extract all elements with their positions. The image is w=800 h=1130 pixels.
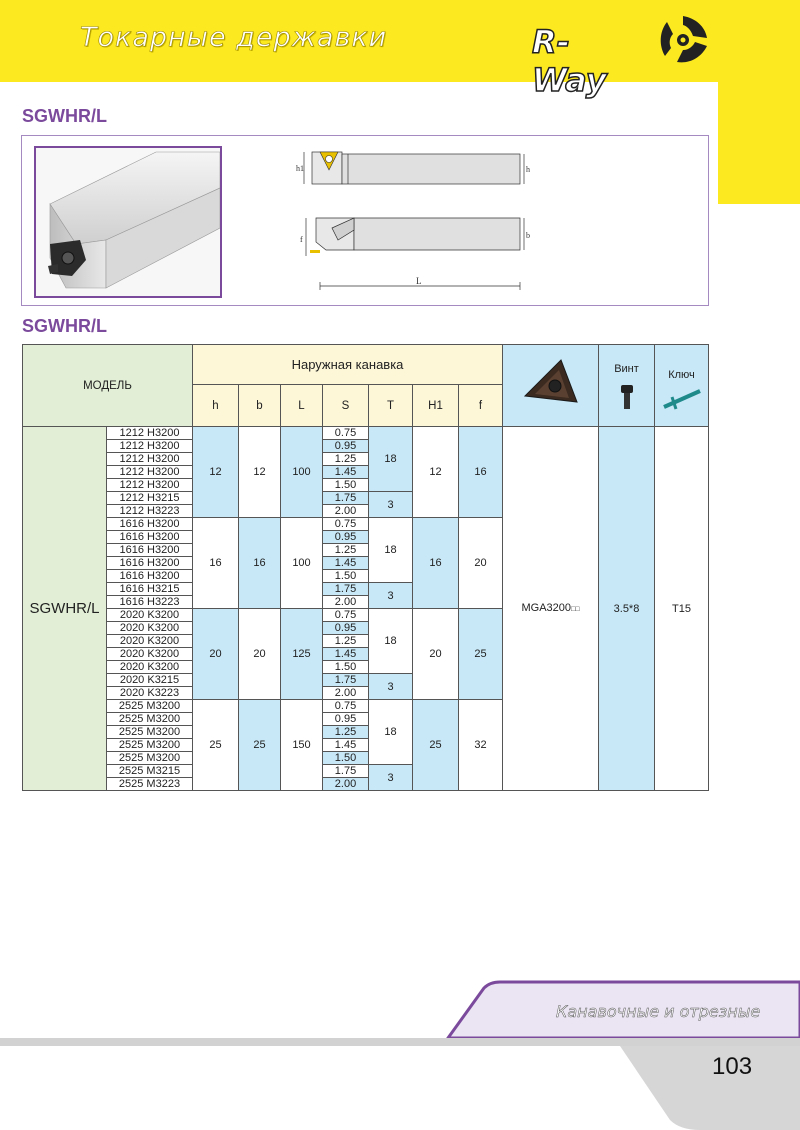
cell-S: 0.75 (323, 700, 369, 713)
cell-S: 0.75 (323, 427, 369, 440)
cell-S: 1.45 (323, 557, 369, 570)
model-code: 1616 H3200 (107, 518, 193, 531)
tool-holder-image (36, 148, 220, 296)
figure-box (21, 135, 709, 306)
cell-H1: 25 (413, 700, 459, 791)
cell-f: 20 (459, 518, 503, 609)
model-code: 2020 K3200 (107, 635, 193, 648)
cell-S: 1.75 (323, 674, 369, 687)
model-code: 1616 H3215 (107, 583, 193, 596)
cell-S: 0.75 (323, 518, 369, 531)
cell-h: 20 (193, 609, 239, 700)
cell-S: 0.95 (323, 440, 369, 453)
cell-L: 100 (281, 518, 323, 609)
cell-T: 3 (369, 674, 413, 700)
screw-header: Винт (614, 363, 639, 375)
screw-value: 3.5*8 (599, 427, 655, 791)
model-code: 1212 H3200 (107, 440, 193, 453)
footer-category: Канавочные и отрезные (556, 1002, 761, 1021)
model-code: 2525 M3200 (107, 700, 193, 713)
cell-S: 2.00 (323, 505, 369, 518)
cell-f: 32 (459, 700, 503, 791)
cell-b: 20 (239, 609, 281, 700)
cell-S: 1.25 (323, 453, 369, 466)
dim-label-L: L (416, 276, 422, 286)
cell-H1: 16 (413, 518, 459, 609)
model-code: 1616 H3200 (107, 570, 193, 583)
screw-header-cell (599, 345, 655, 427)
insert-icon (511, 352, 591, 416)
model-code: 1212 H3200 (107, 479, 193, 492)
cell-T: 18 (369, 427, 413, 492)
model-code: 1212 H3200 (107, 466, 193, 479)
key-value: T15 (655, 427, 709, 791)
model-code: 2020 K3200 (107, 609, 193, 622)
screw-icon (617, 383, 637, 413)
spec-table (22, 344, 709, 791)
model-code: 2525 M3200 (107, 713, 193, 726)
model-code: 2525 M3223 (107, 778, 193, 791)
key-icon (660, 385, 704, 411)
cell-S: 0.75 (323, 609, 369, 622)
dim-label-h: h (526, 165, 530, 174)
cell-L: 150 (281, 700, 323, 791)
cell-b: 12 (239, 427, 281, 518)
cell-H1: 20 (413, 609, 459, 700)
model-code: 2020 K3200 (107, 661, 193, 674)
model-code: 2020 K3223 (107, 687, 193, 700)
cell-H1: 12 (413, 427, 459, 518)
col-header-H1: H1 (413, 385, 459, 427)
model-code: 2525 M3200 (107, 752, 193, 765)
model-code: 1212 H3200 (107, 453, 193, 466)
cell-b: 25 (239, 700, 281, 791)
cell-S: 2.00 (323, 778, 369, 791)
cell-S: 0.95 (323, 713, 369, 726)
model-code: 1616 H3200 (107, 544, 193, 557)
cell-S: 1.50 (323, 752, 369, 765)
technical-drawing (292, 146, 532, 301)
model-code: 1212 H3223 (107, 505, 193, 518)
dim-label-b: b (526, 231, 530, 240)
insert-suffix: □□ (571, 605, 580, 613)
page-number: 103 (712, 1053, 753, 1080)
cell-S: 1.75 (323, 492, 369, 505)
cell-S: 1.50 (323, 570, 369, 583)
cell-T: 18 (369, 609, 413, 674)
cell-h: 16 (193, 518, 239, 609)
cell-T: 3 (369, 765, 413, 791)
cell-S: 1.50 (323, 479, 369, 492)
cell-S: 1.45 (323, 466, 369, 479)
cell-S: 1.50 (323, 661, 369, 674)
logo-text: R-Way (532, 23, 607, 99)
cell-L: 100 (281, 427, 323, 518)
insert-code: MGA3200 (521, 601, 572, 614)
cell-f: 25 (459, 609, 503, 700)
model-code: 1212 H3215 (107, 492, 193, 505)
cell-S: 2.00 (323, 596, 369, 609)
section-title-drawing: SGWHR/L (22, 106, 107, 126)
key-header-cell (655, 345, 709, 427)
model-code: 2020 K3200 (107, 648, 193, 661)
cell-b: 16 (239, 518, 281, 609)
model-code: 1616 H3200 (107, 557, 193, 570)
section-title-table: SGWHR/L (22, 316, 107, 336)
cell-T: 18 (369, 518, 413, 583)
model-code: 2525 M3215 (107, 765, 193, 778)
model-name: SGWHR/L (23, 427, 107, 791)
logo-triskelion-icon (655, 12, 711, 68)
col-header-f: f (459, 385, 503, 427)
cell-S: 0.95 (323, 531, 369, 544)
cell-T: 3 (369, 492, 413, 518)
cell-S: 1.75 (323, 765, 369, 778)
external-groove-header: Наружная канавка (193, 345, 503, 385)
col-header-b: b (239, 385, 281, 427)
cell-L: 125 (281, 609, 323, 700)
cell-S: 1.25 (323, 726, 369, 739)
cell-S: 2.00 (323, 687, 369, 700)
col-header-h: h (193, 385, 239, 427)
cell-h: 12 (193, 427, 239, 518)
key-header: Ключ (668, 369, 695, 381)
model-code: 2020 K3215 (107, 674, 193, 687)
cell-T: 18 (369, 700, 413, 765)
cell-S: 1.45 (323, 739, 369, 752)
cell-S: 1.45 (323, 648, 369, 661)
cell-S: 0.95 (323, 622, 369, 635)
dim-label-f: f (300, 235, 303, 244)
insert-image-cell (503, 345, 599, 427)
model-code: 2525 M3200 (107, 739, 193, 752)
header-title: Токарные державки (80, 22, 388, 53)
cell-T: 3 (369, 583, 413, 609)
model-header: МОДЕЛЬ (23, 345, 193, 427)
cell-f: 16 (459, 427, 503, 518)
model-code: 1212 H3200 (107, 427, 193, 440)
dim-label-h1: h1 (296, 164, 304, 173)
col-header-T: T (369, 385, 413, 427)
model-code: 2020 K3200 (107, 622, 193, 635)
header-side-block (718, 82, 800, 204)
model-code: 1616 H3223 (107, 596, 193, 609)
col-header-S: S (323, 385, 369, 427)
insert-cell (503, 427, 599, 791)
cell-h: 25 (193, 700, 239, 791)
cell-S: 1.75 (323, 583, 369, 596)
tool-photo (34, 146, 222, 298)
model-code: 2525 M3200 (107, 726, 193, 739)
cell-S: 1.25 (323, 544, 369, 557)
cell-S: 1.25 (323, 635, 369, 648)
model-code: 1616 H3200 (107, 531, 193, 544)
col-header-L: L (281, 385, 323, 427)
